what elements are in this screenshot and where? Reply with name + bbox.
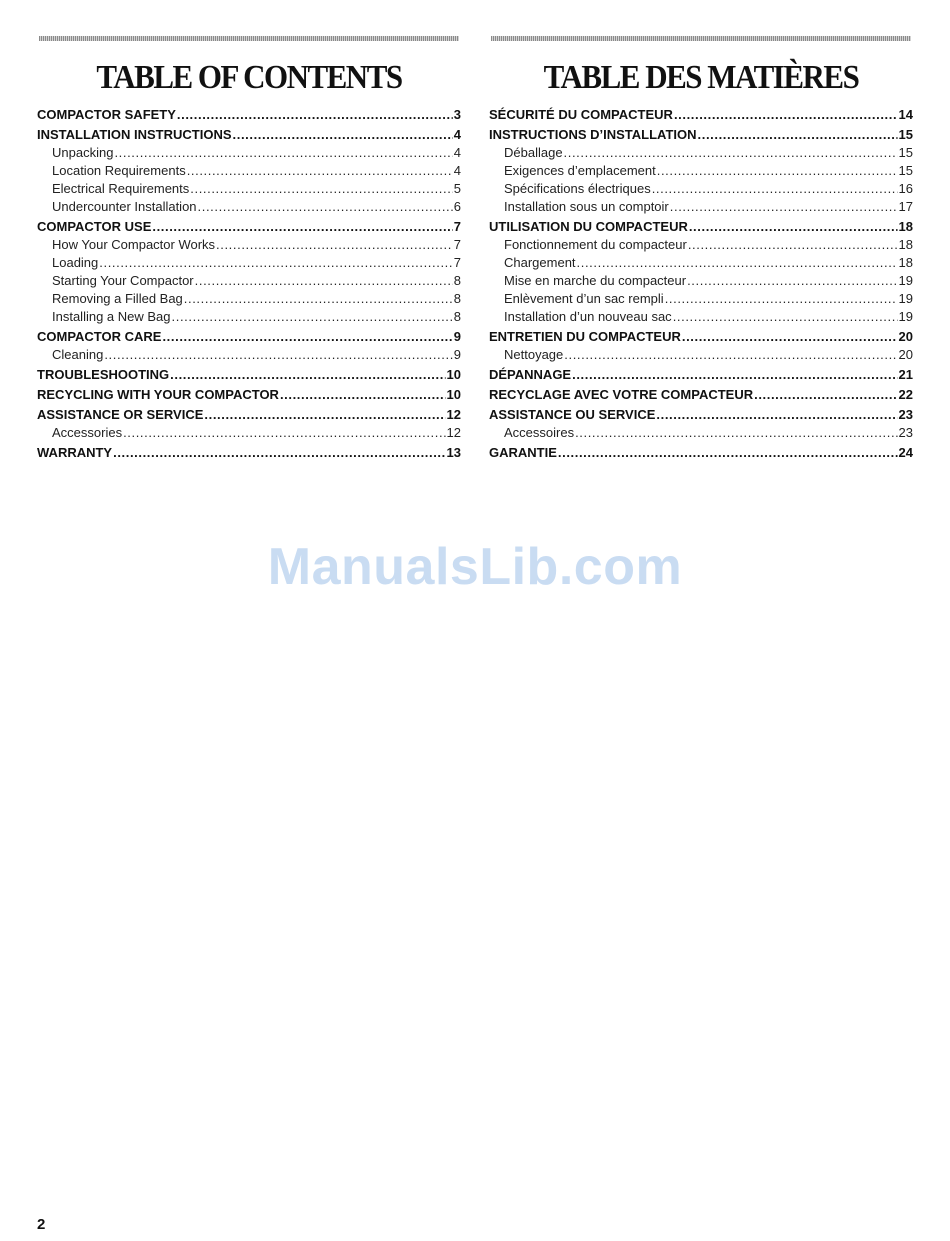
toc-entry-page: 8 (453, 291, 461, 306)
toc-entry-label: COMPACTOR CARE (37, 329, 162, 344)
toc-entry-label: Mise en marche du compacteur (504, 273, 687, 288)
toc-entry-page: 9 (453, 329, 461, 344)
toc-entry-label: WARRANTY (37, 445, 113, 460)
toc-subsection-entry[interactable] (37, 254, 461, 272)
dot-leader (665, 290, 898, 308)
toc-entry-label: Accessories (52, 425, 123, 440)
toc-entry-label: RECYCLING WITH YOUR COMPACTOR (37, 387, 279, 402)
toc-entry-page: 23 (898, 425, 913, 440)
toc-section-entry[interactable] (37, 105, 461, 124)
dot-leader (99, 254, 452, 272)
dot-leader (577, 254, 898, 272)
toc-entry-page: 15 (898, 145, 913, 160)
dot-leader (657, 162, 898, 180)
dot-leader (689, 217, 898, 236)
toc-subsection-entry[interactable] (489, 254, 913, 272)
toc-subsection-entry[interactable] (489, 290, 913, 308)
page-number: 2 (37, 1216, 46, 1233)
toc-section-entry[interactable] (37, 443, 461, 462)
toc-section-entry[interactable] (37, 365, 461, 384)
toc-subsection-entry[interactable] (37, 346, 461, 364)
toc-entry-label: Electrical Requirements (52, 181, 190, 196)
toc-entry-page: 23 (898, 407, 913, 422)
toc-entry-page: 18 (898, 219, 913, 234)
toc-entry-label: Location Requirements (52, 163, 186, 178)
toc-entry-page: 22 (898, 387, 913, 402)
toc-entry-page: 4 (453, 163, 461, 178)
dot-leader (170, 365, 445, 384)
toc-entry-page: 15 (898, 127, 913, 142)
toc-entry-label: Enlèvement d’un sac rempli (504, 291, 664, 306)
watermark: ManualsLib.com (267, 538, 683, 596)
toc-subsection-entry[interactable] (37, 424, 461, 442)
toc-entry-page: 7 (453, 237, 461, 252)
toc-subsection-entry[interactable] (37, 236, 461, 254)
toc-entry-label: Chargement (504, 255, 576, 270)
toc-entry-label: Undercounter Installation (52, 199, 197, 214)
toc-subsection-entry[interactable] (37, 308, 461, 326)
toc-entry-label: Installation sous un comptoir (504, 199, 669, 214)
french-toc-list (489, 105, 913, 462)
toc-entry-page: 19 (898, 309, 913, 324)
toc-section-entry[interactable] (489, 105, 913, 124)
dot-leader (233, 125, 453, 144)
toc-entry-page: 18 (898, 255, 913, 270)
toc-entry-page: 16 (898, 181, 913, 196)
dot-leader (698, 125, 898, 144)
toc-subsection-entry[interactable] (489, 424, 913, 442)
english-toc-title: TABLE OF CONTENTS (96, 57, 402, 96)
toc-entry-page: 20 (898, 329, 913, 344)
dot-leader (572, 365, 897, 384)
toc-entry-page: 21 (898, 367, 913, 382)
toc-section-entry[interactable] (37, 405, 461, 424)
dot-leader (688, 236, 898, 254)
toc-entry-page: 9 (453, 347, 461, 362)
toc-entry-page: 8 (453, 309, 461, 324)
toc-subsection-entry[interactable] (489, 180, 913, 198)
toc-entry-page: 4 (453, 127, 461, 142)
toc-subsection-entry[interactable] (489, 308, 913, 326)
toc-entry-label: ASSISTANCE OR SERVICE (37, 407, 204, 422)
dot-leader (656, 405, 897, 424)
toc-entry-label: Exigences d’emplacement (504, 163, 656, 178)
toc-subsection-entry[interactable] (37, 180, 461, 198)
dot-leader (184, 290, 453, 308)
toc-subsection-entry[interactable] (489, 162, 913, 180)
toc-subsection-entry[interactable] (37, 144, 461, 162)
toc-subsection-entry[interactable] (37, 290, 461, 308)
toc-entry-page: 12 (446, 425, 461, 440)
toc-subsection-entry[interactable] (37, 272, 461, 290)
toc-entry-page: 12 (446, 407, 461, 422)
toc-entry-label: TROUBLESHOOTING (37, 367, 170, 382)
toc-entry-page: 5 (453, 181, 461, 196)
dot-leader (172, 308, 453, 326)
dot-leader (754, 385, 897, 404)
dot-leader (670, 198, 898, 216)
toc-entry-page: 13 (446, 445, 461, 460)
dot-leader (280, 385, 446, 404)
toc-entry-label: COMPACTOR USE (37, 219, 152, 234)
toc-subsection-entry[interactable] (489, 144, 913, 162)
toc-entry-page: 8 (453, 273, 461, 288)
toc-entry-page: 7 (453, 219, 461, 234)
toc-entry-label: INSTRUCTIONS D’INSTALLATION (489, 127, 697, 142)
dot-leader (204, 405, 445, 424)
toc-section-entry[interactable] (37, 385, 461, 404)
toc-entry-page: 10 (446, 367, 461, 382)
toc-entry-page: 10 (446, 387, 461, 402)
dot-leader (195, 272, 453, 290)
toc-entry-label: Fonctionnement du compacteur (504, 237, 687, 252)
toc-section-entry[interactable] (37, 217, 461, 236)
english-column (37, 36, 461, 462)
dot-leader (162, 327, 452, 346)
dot-leader (558, 443, 898, 462)
dot-leader (177, 105, 453, 124)
toc-section-entry[interactable] (489, 365, 913, 384)
dot-leader (123, 424, 445, 442)
toc-entry-label: RECYCLAGE AVEC VOTRE COMPACTEUR (489, 387, 754, 402)
toc-entry-label: Cleaning (52, 347, 104, 362)
toc-section-entry[interactable] (489, 327, 913, 346)
toc-entry-label: Spécifications électriques (504, 181, 651, 196)
toc-entry-page: 4 (453, 145, 461, 160)
dot-leader (198, 198, 453, 216)
toc-entry-label: ENTRETIEN DU COMPACTEUR (489, 329, 681, 344)
toc-entry-page: 14 (898, 107, 913, 122)
toc-entry-label: How Your Compactor Works (52, 237, 216, 252)
english-toc-list (37, 105, 461, 462)
french-toc-title: TABLE DES MATIÈRES (543, 57, 859, 96)
dot-leader (114, 144, 452, 162)
dot-leader (652, 180, 898, 198)
toc-section-entry[interactable] (489, 385, 913, 404)
dot-leader (674, 105, 898, 124)
toc-section-entry[interactable] (489, 443, 913, 462)
dot-leader (113, 443, 445, 462)
dot-leader (564, 346, 897, 364)
toc-entry-page: 15 (898, 163, 913, 178)
toc-subsection-entry[interactable] (37, 162, 461, 180)
toc-entry-label: DÉPANNAGE (489, 367, 572, 382)
toc-entry-page: 24 (898, 445, 913, 460)
toc-entry-label: Loading (52, 255, 99, 270)
toc-entry-label: Installing a New Bag (52, 309, 171, 324)
toc-subsection-entry[interactable] (37, 198, 461, 216)
toc-entry-page: 18 (898, 237, 913, 252)
toc-entry-page: 17 (898, 199, 913, 214)
toc-entry-page: 19 (898, 273, 913, 288)
toc-section-entry[interactable] (489, 125, 913, 144)
dot-leader (564, 144, 898, 162)
toc-entry-label: Déballage (504, 145, 563, 160)
toc-entry-label: Installation d’un nouveau sac (504, 309, 672, 324)
toc-subsection-entry[interactable] (489, 236, 913, 254)
toc-entry-label: Removing a Filled Bag (52, 291, 183, 306)
dot-leader (687, 272, 897, 290)
header-rule (39, 36, 459, 41)
toc-section-entry[interactable] (489, 405, 913, 424)
toc-section-entry[interactable] (489, 217, 913, 236)
toc-entry-label: GARANTIE (489, 445, 557, 460)
toc-entry-label: Unpacking (52, 145, 114, 160)
toc-entry-label: ASSISTANCE OU SERVICE (489, 407, 656, 422)
toc-entry-page: 19 (898, 291, 913, 306)
toc-section-entry[interactable] (37, 327, 461, 346)
toc-subsection-entry[interactable] (489, 272, 913, 290)
toc-entry-page: 7 (453, 255, 461, 270)
dot-leader (575, 424, 897, 442)
dot-leader (216, 236, 453, 254)
toc-subsection-entry[interactable] (489, 198, 913, 216)
dot-leader (187, 162, 453, 180)
toc-entry-label: SÉCURITÉ DU COMPACTEUR (489, 107, 673, 122)
toc-entry-label: Nettoyage (504, 347, 564, 362)
toc-entry-label: UTILISATION DU COMPACTEUR (489, 219, 688, 234)
toc-section-entry[interactable] (37, 125, 461, 144)
toc-entry-label: Starting Your Compactor (52, 273, 194, 288)
toc-entry-label: Accessoires (504, 425, 575, 440)
french-column (489, 36, 913, 462)
toc-entry-page: 20 (898, 347, 913, 362)
dot-leader (104, 346, 452, 364)
toc-entry-label: COMPACTOR SAFETY (37, 107, 176, 122)
toc-entry-page: 3 (453, 107, 461, 122)
dot-leader (682, 327, 898, 346)
toc-entry-page: 6 (453, 199, 461, 214)
dot-leader (190, 180, 452, 198)
dot-leader (673, 308, 898, 326)
toc-entry-label: INSTALLATION INSTRUCTIONS (37, 127, 232, 142)
header-rule (491, 36, 911, 41)
dot-leader (152, 217, 452, 236)
toc-subsection-entry[interactable] (489, 346, 913, 364)
